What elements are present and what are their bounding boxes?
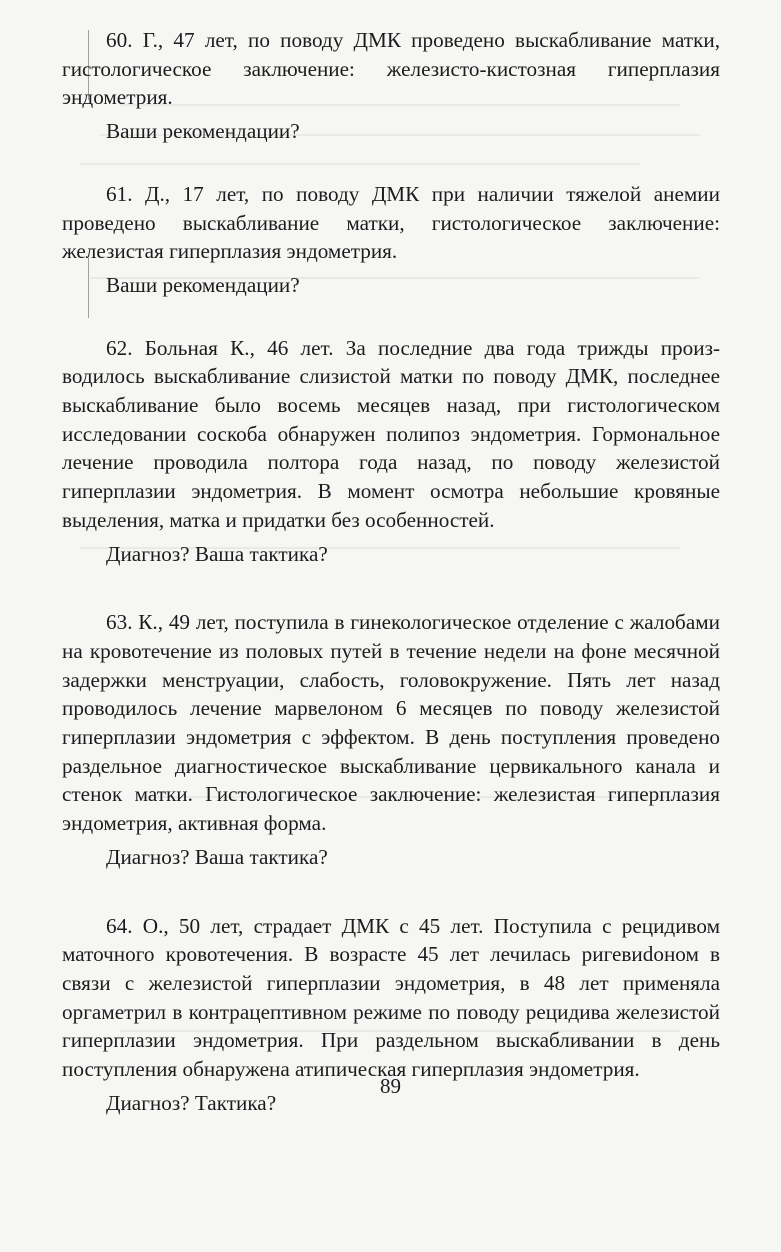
problem-question: Диагноз? Тактика? xyxy=(106,1090,277,1115)
problem-question: Ваши рекомендации? xyxy=(106,272,300,297)
problem-text: 64. О., 50 лет, страдает ДМК с 45 лет. Поступила с рецидивом маточного кровотечения. В возрасте 45 лет лечилась ригевиdоном в связи с железистой гиперплазии эндометрия, в 48 лет применяла оргаметрил в контрацептивном режиме по поводу рецидива железистой гиперплазии эндометрия. При раздельном выскабливании в день поступления обнаружена атипическая гиперплазия эндометрия. xyxy=(62,913,720,1082)
spacer xyxy=(62,146,720,180)
problem-question: Диагноз? Ваша тактика? xyxy=(106,844,328,869)
problem-61 xyxy=(62,180,720,300)
page-content xyxy=(62,26,720,1118)
problem-text: 62. Больная К., 46 лет. За последние два года трижды производилось выскабливание слизистой матки по поводу ДМК, последнее выскабливание было восемь месяцев назад, при гистологическом исследовании соскоба обнаружен полипоз эндометрия. Гормональное лечение проводила полтора года назад, по поводу железистой гиперплазии эндометрия. В момент осмотра небольшие кровяные выделения, матка и придатки без особенностей. xyxy=(62,335,720,532)
problem-text: 60. Г., 47 лет, по поводу ДМК проведено выскабливание матки, гистологическое заключение: железисто-кистозная гиперплазия эндометрия. xyxy=(62,28,720,110)
problem-62 xyxy=(62,334,720,569)
problem-63 xyxy=(62,608,720,871)
problem-60 xyxy=(62,26,720,146)
spacer xyxy=(62,568,720,608)
spacer xyxy=(62,872,720,912)
problem-text: 63. К., 49 лет, поступила в гинекологическое отделение с жалобами на кровотечение из половых путей в течение недели на фоне месячной задержки менструации, слабость, головокружение. Пять лет назад проводилось лечение марвелоном 6 месяцев по поводу железистой гиперплазии эндометрия с эффектом. В день поступления проведено раздельное диагностическое выскабливание цервикального канала и стенок матки. Гистологическое заключение: железистая гиперплазия эндометрия, активная форма. xyxy=(62,610,720,836)
problem-question: Ваши рекомендации? xyxy=(106,119,300,144)
problem-question: Диагноз? Ваша тактика? xyxy=(106,541,328,566)
problem-text: 61. Д., 17 лет, по поводу ДМК при наличии тяжелой анемии проведено выскабливание матки, гистологическое заключение: железистая гиперплазия эндометрия. xyxy=(62,181,720,264)
spacer xyxy=(62,300,720,334)
page-number: 89 xyxy=(380,1074,401,1098)
